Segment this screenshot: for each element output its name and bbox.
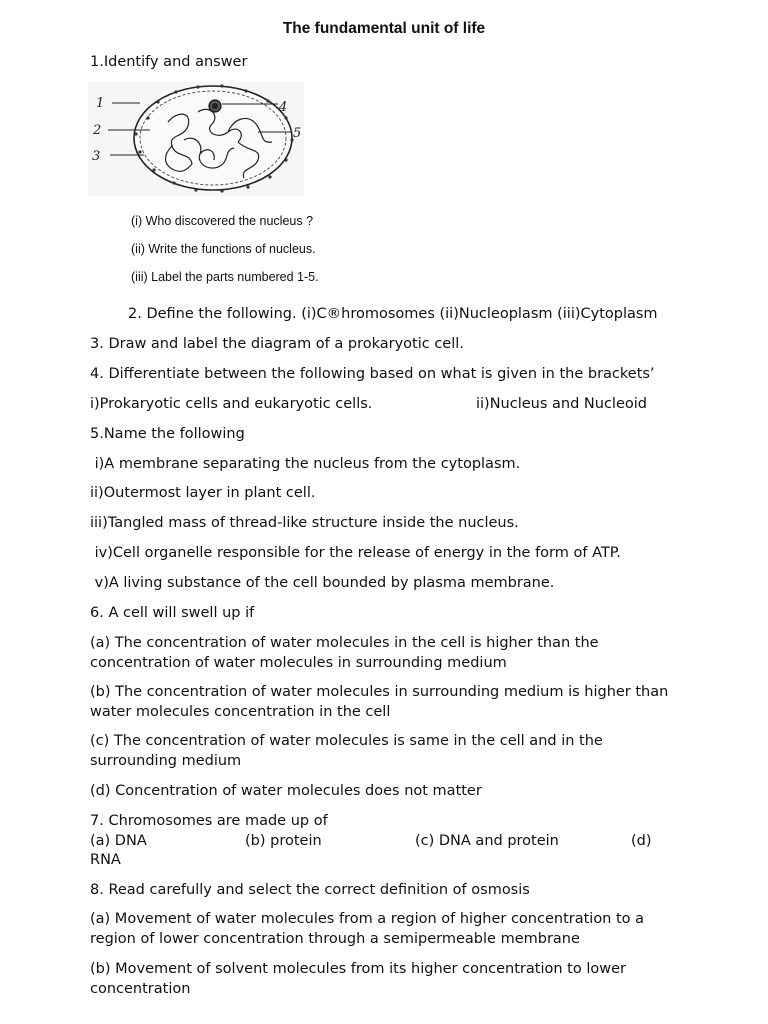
q7-option-d-text: RNA (90, 852, 121, 868)
q1-sub-i: (i) Who discovered the nucleus ? (131, 214, 314, 228)
q6-heading: 6. A cell will swell up if (90, 605, 255, 621)
q7-option-d: (d) (631, 833, 652, 849)
q8-option-b: (b) Movement of solvent molecules from its higher concentration to lower concentration (90, 961, 626, 997)
q8-heading: 8. Read carefully and select the correct definition of osmosis (90, 882, 530, 898)
q1-sub-ii: (ii) Write the functions of nucleus. (131, 242, 316, 256)
q4-part-i: i)Prokaryotic cells and eukaryotic cells. (90, 396, 373, 412)
q6-option-c: (c) The concentration of water molecules is same in the cell and in the surrounding medium (90, 733, 603, 769)
q1-heading: 1.Identify and answer (90, 54, 248, 70)
q5-item-ii: ii)Outermost layer in plant cell. (90, 485, 316, 501)
q6-option-b: (b) The concentration of water molecules in surrounding medium is higher than water molecules concentration in the cell (90, 684, 669, 720)
q7-option-b: (b) protein (245, 833, 322, 849)
figure-label-1: 1 (96, 96, 105, 111)
q8-option-a: (a) Movement of water molecules from a region of higher concentration to a region of lower concentration through a semipermeable membrane (90, 911, 645, 947)
q1-sub-iii: (iii) Label the parts numbered 1-5. (131, 270, 319, 284)
q7-heading: 7. Chromosomes are made up of (90, 813, 328, 829)
cell-nucleus-figure (88, 82, 304, 196)
q7-option-c: (c) DNA and protein (415, 833, 559, 849)
page-title: The fundamental unit of life (282, 20, 486, 37)
figure-label-5: 5 (293, 126, 302, 141)
q4-part-ii: ii)Nucleus and Nucleoid (476, 396, 647, 412)
q3-text: 3. Draw and label the diagram of a prokaryotic cell. (90, 336, 464, 352)
q5-item-iv: iv)Cell organelle responsible for the release of energy in the form of ATP. (90, 545, 621, 561)
q5-item-i: i)A membrane separating the nucleus from the cytoplasm. (90, 456, 521, 472)
q5-item-iii: iii)Tangled mass of thread-like structure inside the nucleus. (90, 515, 519, 531)
q6-option-d: (d) Concentration of water molecules does not matter (90, 783, 482, 799)
figure-label-4: 4 (279, 100, 288, 115)
q2-text: 2. Define the following. (i)C®hromosomes (ii)Nucleoplasm (iii)Cytoplasm (128, 306, 658, 322)
figure-label-2: 2 (93, 123, 102, 138)
q6-option-a: (a) The concentration of water molecules in the cell is higher than the concentration of water molecules in surrounding medium (90, 635, 599, 671)
cell-nucleus-drawing (88, 82, 304, 196)
q7-option-a: (a) DNA (90, 833, 147, 849)
q4-heading: 4. Differentiate between the following based on what is given in the brackets’ (90, 366, 655, 382)
q5-heading: 5.Name the following (90, 426, 245, 442)
figure-label-3: 3 (92, 149, 101, 164)
q5-item-v: v)A living substance of the cell bounded by plasma membrane. (90, 575, 555, 591)
